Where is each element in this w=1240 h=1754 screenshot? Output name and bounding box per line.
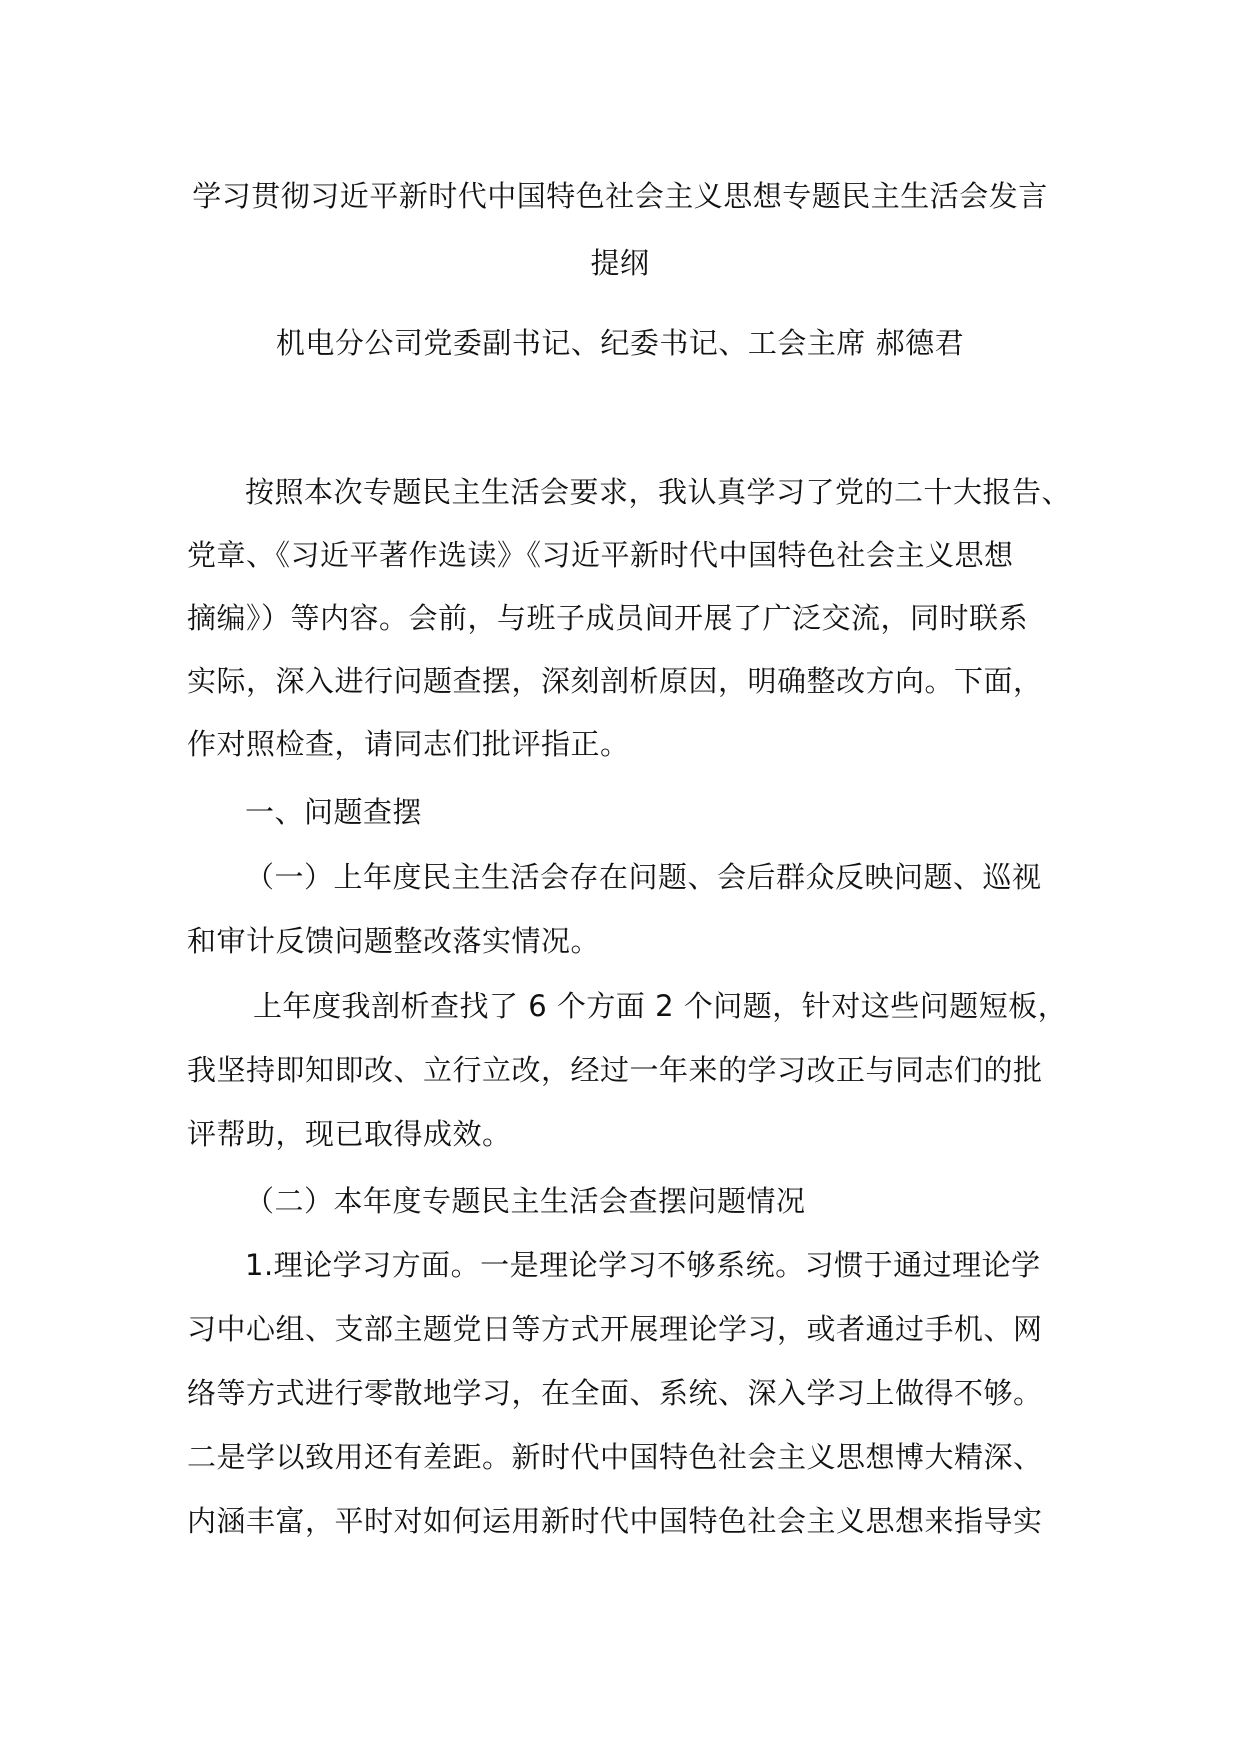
body-line: 评帮助，现已取得成效。: [187, 1117, 512, 1151]
body-line: 络等方式进行零散地学习，在全面、系统、深入学习上做得不够。: [187, 1376, 1043, 1410]
body-line: 按照本次专题民主生活会要求，我认真学习了党的二十大报告、: [245, 475, 1072, 509]
body-line: 作对照检查，请同志们批评指正。: [187, 727, 630, 761]
body-line: 上年度我剖析查找了 6 个方面 2 个问题，针对这些问题短板，: [253, 989, 1068, 1023]
subsection-heading: （二）本年度专题民主生活会查摆问题情况: [245, 1184, 806, 1218]
body-line: 二是学以致用还有差距。新时代中国特色社会主义思想博大精深、: [187, 1440, 1043, 1474]
body-line: 我坚持即知即改、立行立改，经过一年来的学习改正与同志们的批: [187, 1053, 1043, 1087]
body-line: 实际，深入进行问题查摆，深刻剖析原因，明确整改方向。下面，: [187, 664, 1043, 698]
subsection-heading: （一）上年度民主生活会存在问题、会后群众反映问题、巡视: [245, 860, 1042, 894]
body-line: 党章、《习近平著作选读》《习近平新时代中国特色社会主义思想: [187, 538, 1014, 572]
document-title-line-2: 提纲: [590, 246, 650, 280]
body-line: 内涵丰富，平时对如何运用新时代中国特色社会主义思想来指导实: [187, 1504, 1043, 1538]
document-title-line-1: 学习贯彻习近平新时代中国特色社会主义思想专题民主生活会发言: [192, 179, 1048, 213]
body-line: 1.理论学习方面。一是理论学习不够系统。习惯于通过理论学: [245, 1248, 1041, 1282]
body-line: 习中心组、支部主题党日等方式开展理论学习，或者通过手机、网: [187, 1312, 1043, 1346]
author-line: 机电分公司党委副书记、纪委书记、工会主席 郝德君: [275, 326, 965, 360]
body-line: 和审计反馈问题整改落实情况。: [187, 924, 601, 958]
section-heading: 一、问题查摆: [245, 795, 423, 829]
body-line: 摘编》）等内容。会前，与班子成员间开展了广泛交流，同时联系: [187, 601, 1029, 635]
